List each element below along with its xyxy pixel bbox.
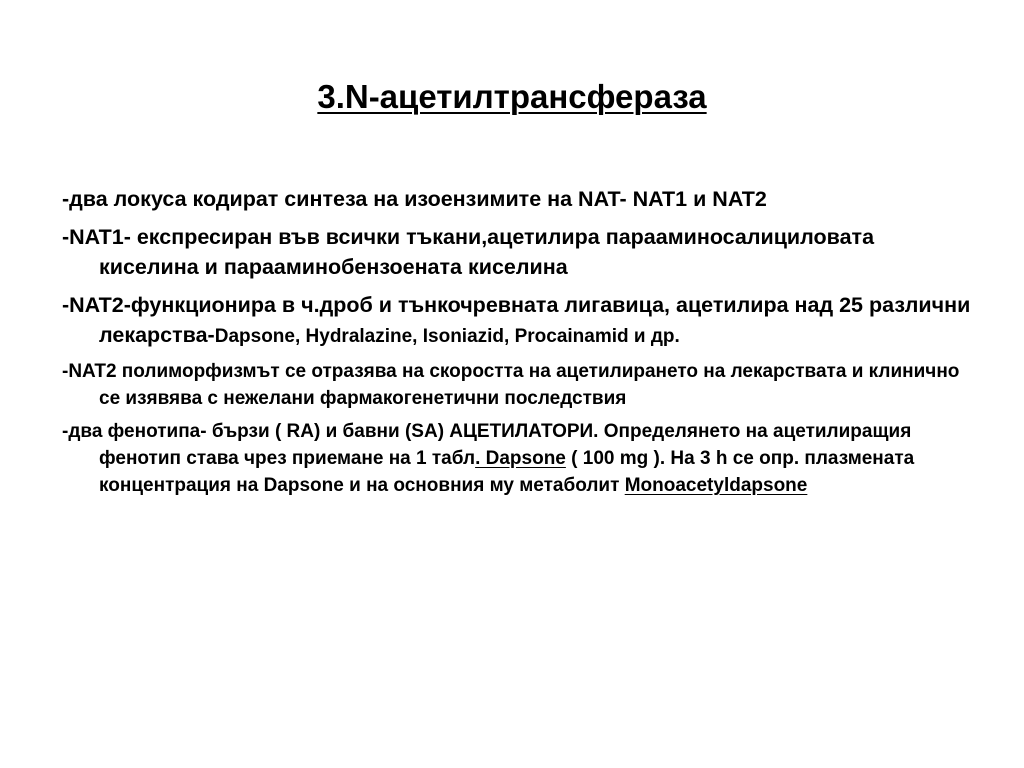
phenotypes-text-a: -два фенотипа- бързи ( RA) и бавни (SA) АЦЕТИЛАТОРИ. Определянето на ацетилиращия фенотип става чрез приемане на 1 табл xyxy=(62,421,912,469)
paragraph-nat-loci: -два локуса кодират синтеза на изоензимите на NAT- NAT1 и NAT2 xyxy=(62,187,767,211)
dapsone-underlined: . Dapsone xyxy=(475,448,566,469)
slide-title-text: 3.N-ацетилтрансфераза xyxy=(317,78,707,115)
monoacetyldapsone-underlined: Monoacetyldapsone xyxy=(624,475,808,496)
paragraph-nat2-polymorphism: -NAT2 полиморфизмът се отразява на скоростта на ацетилирането на лекарствата и клинично се изявява с нежелани фармакогенетични последствия xyxy=(62,361,960,409)
nat2-drug-list: Dapsone, Hydralazine, Isoniazid, Procainamid xyxy=(214,326,629,347)
paragraph-phenotypes xyxy=(62,418,972,499)
phenotypes-text-b: ( 100 mg ). На 3 h се опр. плазмената концентрация на Dapsone и на основния му метаболит xyxy=(99,448,915,496)
paragraph-nat1: -NAT1- експресиран във всички тъкани,ацетилира парааминосалициловата киселина и парааминобензоената киселина xyxy=(62,225,875,279)
paragraph-nat2-function xyxy=(62,290,972,352)
slide-title xyxy=(0,75,1024,119)
nat2-drug-list-end: и др. xyxy=(628,326,680,347)
nat2-function-text: -NAT2-функционира в ч.дроб и тънкочревната лигавица, ацетилира над 25 различни лекарства- xyxy=(62,293,971,347)
slide-content xyxy=(62,184,972,499)
